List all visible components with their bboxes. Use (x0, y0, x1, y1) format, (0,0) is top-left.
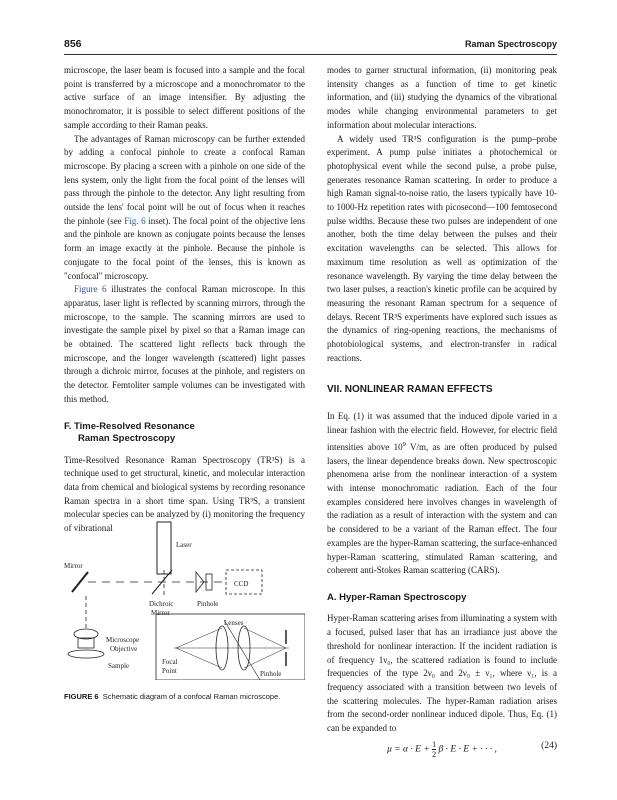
figure6-link[interactable]: Figure 6 (74, 284, 107, 295)
scan-mirror (72, 572, 88, 592)
left-paragraph-2 (64, 133, 305, 284)
right-paragraph-3 (327, 410, 557, 577)
objective (78, 638, 94, 648)
label-microscope-1: Microscope (106, 636, 140, 644)
caption-text: Schematic diagram of a confocal Raman microscope. (102, 692, 281, 701)
label-microscope-2: Objective (110, 645, 138, 653)
right-paragraph-4: Hyper-Raman scattering arises from illuminating a system with a focused, pulsed laser that has an irradiance just above the threshold for nonlinear interaction. If the incident radiation is of frequency 1ν₀, the scattered radiation is found to include frequencies of the type 2ν₀ and 2ν₀ ± ν₁, where ν₁, is a frequency associated with a transition between two levels of the scattering molecules. The hyper-Raman radiation arises from the second-order nonlinear induced dipole. Thus, Eq. (1) can be expanded to (327, 613, 557, 734)
eq-left: μ = α · E + (387, 744, 433, 755)
figure-caption (64, 692, 324, 701)
right-paragraph-1: modes to garner structural information, (ii) monitoring peak intensity changes as a function of time to get kinetic information, and (iii) studying the dynamics of the vibrational modes while changing environmental parameters to get information about molecular interactions. (327, 65, 557, 130)
section-a-heading: A. Hyper-Raman Spectroscopy (327, 591, 467, 603)
left-paragraph-4: Time-Resolved Resonance Raman Spectroscopy (TR³S) is a technique used to get structural, kinetic, and molecular interaction data from chemical and biological systems by recording resonance Raman spectra in a short time span. Using TR³S, a transient molecular species can be analyzed by (i) monitoring the frequency of vibrational (64, 454, 305, 534)
label-dichroic-1: Dichroic (149, 600, 174, 608)
right-paragraph-2: A widely used TR³S configuration is the pump–probe experiment. A pump pulse initiates a photochemical or photophysical event while the second pulse, a probe pulse, generates resonance Raman scattering. In order to produce a high Raman signal-to-noise ratio, the lasers typically have 10- to 1000-Hz repetition rates with picosecond—100 femtosecond pulse widths. Because these two pulses are independent of one another, both the time delay between the pulses and their excitation wavelengths can be selected. This allows for maximum time resolution as well as optimization of the resonance wavelength. By varying the time delay between the two laser pulses, a reaction's kinetic profile can be acquired by measuring the resonant Raman spectrum for a sequence of delays. Recent TR³S experiments have explored such issues as the dynamics of ring-opening reactions, the mechanisms of photobiological systems, and electron-transfer in radical reactions. (327, 133, 557, 363)
header-rule (64, 54, 557, 55)
eq-frac-num: 1 (432, 739, 437, 749)
label-ccd: CCD (234, 580, 249, 588)
sample-stage (68, 650, 104, 658)
left-p3-text: illustrates the confocal Raman microscope. In this apparatus, laser light is reflected by scanning mirrors, through the microscope, to the sample. The scanning mirrors are used to investigate the sample pixel by pixel so that a Raman image can be obtained. The scattered light reflects back through the microscope, and the longer wavelength (scattered) light passes through a dichroic mirror, focuses at the pinhole, and registers on the detector. Femtoliter sample volumes can be investigated with this method. (64, 284, 306, 404)
left-paragraph-3 (64, 283, 305, 406)
section-vii-heading: VII. NONLINEAR RAMAN EFFECTS (327, 384, 493, 396)
page-number: 856 (64, 38, 82, 50)
eq-fraction (432, 740, 436, 759)
section-f-line2: Raman Spectroscopy (78, 433, 176, 445)
eq-number: (24) (541, 740, 557, 751)
eq-right: β · E · E + · · · , (438, 744, 497, 755)
caption-label: FIGURE 6 (64, 692, 99, 701)
label-focal-2: Point (162, 667, 177, 675)
eq-frac-den: 2 (432, 749, 437, 759)
left-column (64, 64, 305, 536)
left-paragraph-1: microscope, the laser beam is focused into a sample and the focal point is transferred by a microscope and a monochromator to the active surface of an image intensifier. By adjusting the monochromator, it is possible to select different positions of the sample according to their Raman peaks. (64, 65, 305, 130)
section-f-heading (64, 421, 305, 446)
label-focal-1: Focal (162, 658, 178, 666)
label-dichroic-2: Mirror (151, 609, 170, 617)
label-mirror: Mirror (64, 562, 83, 570)
left-p2-text-b: inset). The focal point of the objective lens and the pinhole are known as conjugate points because the lenses form an image exactly at the pinhole. Because the pinhole is conjugate to the focal point of the lenses, this is known as "confocal" microscopy. (64, 215, 305, 281)
laser-box (157, 522, 171, 574)
equation-24 (327, 740, 557, 759)
right-column (327, 64, 557, 759)
label-lenses: Lenses (224, 619, 244, 627)
label-pinhole-top: Pinhole (197, 600, 219, 608)
right-p3-text-a: In Eq. (1) it was assumed that the induced dipole varied in a linear fashion with the electric field. However, for electric field intensities above 10 (327, 411, 557, 452)
fig6-link[interactable]: Fig. 6 (124, 215, 146, 226)
figure-6-diagram (64, 520, 305, 680)
section-f-line1: F. Time-Resolved Resonance (64, 420, 195, 432)
left-p2-text-a: The advantages of Raman microscopy can be further extended by adding a confocal pinhole to create a confocal Raman microscope. By placing a screen with a pinhole on one side of the lens system, only the light from the focal point of the lenses will pass through the pinhole to the detector. Any light resulting from outside the lens' focal point will be out of focus when it reaches the pinhole (see (64, 133, 305, 226)
label-sample: Sample (108, 662, 129, 670)
label-pinhole-bottom: Pinhole (260, 670, 282, 678)
right-p3-text-b: V/m, as are often produced by pulsed lasers, the linear dependence breaks down. New spectroscopic phenomena arise from the nonlinear interaction of a system with intense monochromatic radiation. Each of the four examples considered here involves changes in wavelength of the radiation as a result of interaction with the system and can be considered to be a variant of the Raman effect. The four examples are the hyper-Raman scattering, the surface-enhanced hyper-Raman scattering, stimulated Raman scattering, and coherent anti-Stokes Raman scattering (CARS). (327, 441, 557, 576)
right-p3-superscript: 9 (402, 440, 406, 448)
running-title: Raman Spectroscopy (464, 39, 557, 49)
label-laser: Laser (176, 541, 192, 549)
